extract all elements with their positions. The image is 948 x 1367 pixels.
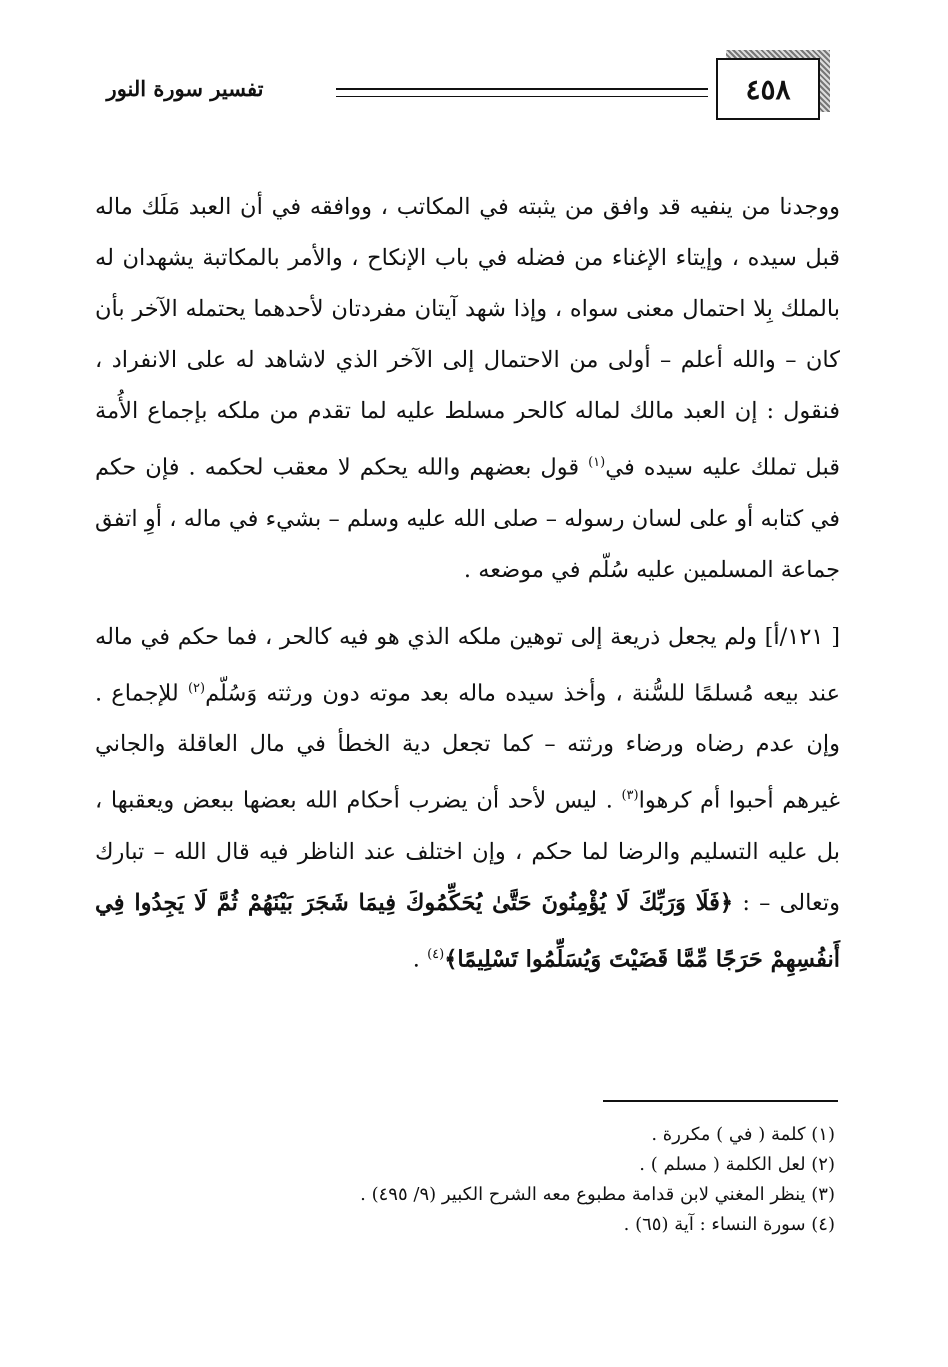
body-text — [95, 182, 840, 985]
paragraph-2-end: . — [412, 946, 428, 972]
quran-verse: ﴿فَلَا وَرَبِّكَ لَا يُؤْمِنُونَ حَتَّىٰ يُحَكِّمُوكَ فِيمَا شَجَرَ بَيْنَهُمْ ثُمَّ لَا يَجِدُوا فِي أَنفُسِهِمْ حَرَجًا مِّمَّا قَضَيْتَ وَيُسَلِّمُوا تَسْلِيمًا﴾ — [95, 889, 840, 972]
footnote-ref-1: (١) — [588, 455, 606, 470]
paragraph-2 — [95, 612, 840, 986]
footnotes — [250, 1120, 835, 1240]
paragraph-1-part-1: ووجدنا من ينفيه قد وافق من يثبته في المكاتب ، ووافقه في أن العبد مَلَك ماله قبل سيده ، وإيتاء الإغناء من فضله في باب الإنكاح ، والأمر بالمكاتبة يشهدان له بالملك بِلا احتمال معنى سواه ، وإذا شهد آيتان مفردتان لأحدهما يحتمله الآخر بأن كان – والله أعلم – أولى من الاحتمال إلى الآخر الذي لاشاهد له على الانفراد ، فنقول : إن العبد مالك لماله كالحر مسلط عليه لما تقدم من ملكه بإجماع الأُمة قبل تملك عليه سيده في — [95, 194, 840, 481]
paragraph-2-part-2: للإجماع . وإن عدم رضاه ورضاء ورثته – كما تجعل دية الخطأ في مال العاقلة والجاني غيرهم أحبوا أم كرهوا — [95, 680, 840, 814]
header-rule — [336, 88, 708, 97]
footnote-1: (١) كلمة ( في ) مكررة . — [651, 1124, 835, 1145]
paragraph-2-part-3: . ليس لأحد أن يضرب أحكام الله بعضها ببعض ويعقبها ، بل عليه التسليم والرضا لما حكم ، وإن اختلف عند الناظر فيه قال الله – تبارك وتعالى – : — [95, 787, 841, 916]
footnote-separator — [603, 1100, 838, 1102]
footnote-ref-2: (٢) — [187, 680, 206, 696]
paragraph-1 — [95, 182, 840, 596]
paragraph-1-part-2: قول بعضهم والله يحكم لا معقب لحكمه . فإن حكم في كتابه أو على لسان رسوله – صلى الله عليه وسلم – بشيء في ماله ، أوِ اتفق جماعة المسلمين عليه سُلّم في موضعه . — [95, 454, 840, 583]
paragraph-2-part-1: [ ١٢١/أ] ولم يجعل ذريعة إلى توهين ملكه الذي هو فيه كالحر ، فما حكم في ماله عند بيعه مُسلمًا للسُّنة ، وأخذ سيده ماله بعد موته دون ورثته وَسُلّم — [95, 623, 840, 706]
page-header — [90, 58, 820, 128]
running-title: تفسير سورة النور — [106, 76, 264, 101]
footnote-2: (٢) لعل الكلمة ( مسلم ) . — [639, 1154, 835, 1175]
footnote-3: (٣) ينظر المغني لابن قدامة مطبوع معه الشرح الكبير (٩/ ٤٩٥) . — [360, 1184, 835, 1205]
footnote-4: (٤) سورة النساء : آية (٦٥) . — [623, 1214, 835, 1235]
page-number: ٤٥٨ — [716, 58, 820, 120]
footnote-ref-3: (٣) — [621, 788, 639, 803]
footnote-ref-4: (٤) — [427, 946, 445, 962]
